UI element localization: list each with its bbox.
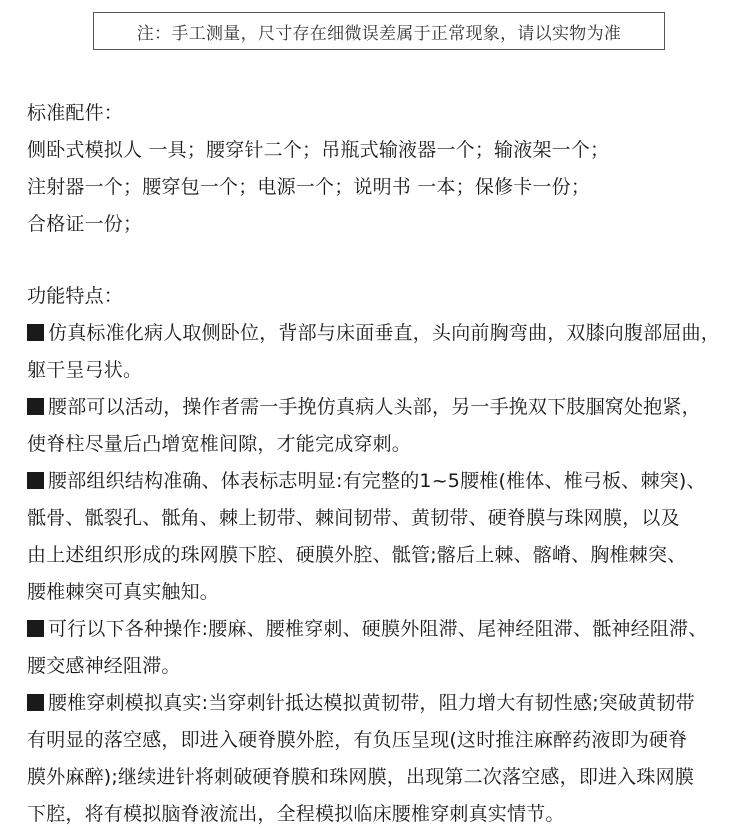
feature-continuation: 腰交感神经阻滞。 [27,655,181,677]
square-bullet-icon [27,324,44,341]
feature-continuation: 躯干呈弓状。 [27,359,143,381]
feature-item [27,463,743,500]
feature-continuation: 膜外麻醉);继续进针将刺破硬脊膜和珠网膜，出现第二次落空感，即进入珠网膜 [27,766,695,788]
features-heading: 功能特点： [27,285,124,307]
feature-continuation: 腰椎棘突可真实触知。 [27,581,220,603]
feature-text: 腰椎穿刺模拟真实:当穿刺针抵达模拟黄韧带，阻力增大有韧性感;突破黄韧带 [48,692,695,714]
square-bullet-icon [27,398,44,415]
square-bullet-icon [27,472,44,489]
feature-text: 腰部可以活动，操作者需一手挽仿真病人头部，另一手挽双下肢腘窝处抱紧， [48,396,701,418]
feature-item [27,315,743,352]
feature-continuation: 使脊柱尽量后凸增宽椎间隙，才能完成穿刺。 [27,433,412,455]
square-bullet-icon [27,620,44,637]
feature-text: 仿真标准化病人取侧卧位，背部与床面垂直，头向前胸弯曲，双膝向腹部屈曲， [48,322,721,344]
product-description [27,95,743,833]
feature-continuation: 骶骨、骶裂孔、骶角、棘上韧带、棘间韧带、黄韧带、硬脊膜与珠网膜，以及 [27,507,680,529]
feature-continuation: 由上述组织形成的珠网膜下腔、硬膜外腔、骶管;髂后上棘、髂嵴、胸椎棘突、 [27,544,687,566]
section-spacer [27,243,743,278]
feature-text: 可行以下各种操作:腰麻、腰椎穿刺、硬膜外阻滞、尾神经阻滞、骶神经阻滞、 [48,618,708,640]
measurement-note-text: 注：手工测量，尺寸存在细微误差属于正常现象，请以实物为准 [136,23,622,44]
square-bullet-icon [27,694,44,711]
accessories-heading: 标准配件： [27,102,124,124]
accessories-line: 注射器一个；腰穿包一个；电源一个；说明书 一本；保修卡一份； [27,176,591,198]
feature-continuation: 有明显的落空感，即进入硬脊膜外腔，有负压呈现(这时推注麻醉药液即为硬脊 [27,729,688,751]
feature-item [27,389,743,426]
feature-item [27,611,743,648]
feature-continuation: 下腔，将有模拟脑脊液流出，全程模拟临床腰椎穿刺真实情节。 [27,803,565,825]
feature-item [27,685,743,722]
feature-text: 腰部组织结构准确、体表标志明显:有完整的1~5腰椎(椎体、椎弓板、棘突)、 [48,470,706,492]
accessories-line: 合格证一份； [27,213,143,235]
accessories-line: 侧卧式模拟人 一具；腰穿针二个；吊瓶式输液器一个；输液架一个； [27,139,610,161]
measurement-note [93,12,665,50]
